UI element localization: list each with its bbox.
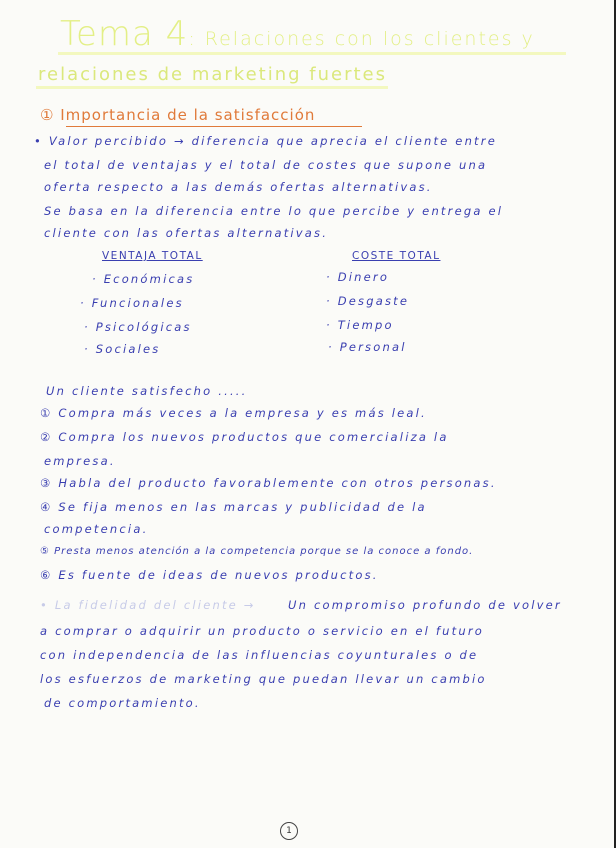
intro-line: • Valor percibido → diferencia que aprecia el cliente entre xyxy=(34,134,497,148)
fidelity-text: Un compromiso profundo de volver xyxy=(288,598,562,612)
right-column-header: COSTE TOTAL xyxy=(352,250,441,262)
satisfied-intro: Un cliente satisfecho ..... xyxy=(46,384,248,398)
satisfied-item: ① Compra más veces a la empresa y es más leal. xyxy=(40,406,427,420)
intro-line: Se basa en la diferencia entre lo que percibe y entrega el xyxy=(44,204,504,218)
page-number: 1 xyxy=(280,822,298,840)
satisfied-item: competencia. xyxy=(44,522,149,536)
satisfied-item: ⑤ Presta menos atención a la competencia porque se la conoce a fondo. xyxy=(40,546,474,557)
right-column-item: · Personal xyxy=(328,340,407,354)
section-underline xyxy=(66,126,362,127)
intro-line: el total de ventajas y el total de costes que supone una xyxy=(44,158,488,172)
page-title xyxy=(60,14,535,54)
fidelity-line: a comprar o adquirir un producto o servicio en el futuro xyxy=(40,624,484,638)
fidelity-line: con independencia de las influencias coyunturales o de xyxy=(40,648,479,662)
title-line-2: relaciones de marketing fuertes xyxy=(38,64,387,85)
left-column-header: VENTAJA TOTAL xyxy=(102,250,203,262)
subtitle-highlight xyxy=(36,86,388,89)
satisfied-item: ③ Habla del producto favorablemente con otros personas. xyxy=(40,476,497,490)
intro-line: oferta respecto a las demás ofertas alternativas. xyxy=(44,180,433,194)
title-tema: Tema 4 xyxy=(60,14,189,54)
left-column-item: · Económicas xyxy=(92,272,195,286)
left-column-item: · Psicológicas xyxy=(84,320,192,334)
right-column-item: · Tiempo xyxy=(326,318,394,332)
section-heading: ① Importancia de la satisfacción xyxy=(40,106,316,124)
fidelity-label: • La fidelidad del cliente → xyxy=(40,598,256,612)
title-line-1: : Relaciones con los clientes y xyxy=(188,28,535,50)
satisfied-item: ② Compra los nuevos productos que comercializa la xyxy=(40,430,449,444)
fidelity-line: los esfuerzos de marketing que puedan llevar un cambio xyxy=(40,672,487,686)
satisfied-item: ④ Se fija menos en las marcas y publicidad de la xyxy=(40,500,427,514)
intro-line: cliente con las ofertas alternativas. xyxy=(44,226,329,240)
satisfied-item: ⑥ Es fuente de ideas de nuevos productos. xyxy=(40,568,379,582)
left-column-item: · Sociales xyxy=(84,342,161,356)
satisfied-item: empresa. xyxy=(44,454,116,468)
right-column-item: · Dinero xyxy=(326,270,390,284)
right-column-item: · Desgaste xyxy=(326,294,410,308)
left-column-item: · Funcionales xyxy=(80,296,184,310)
fidelity-line: de comportamiento. xyxy=(44,696,201,710)
